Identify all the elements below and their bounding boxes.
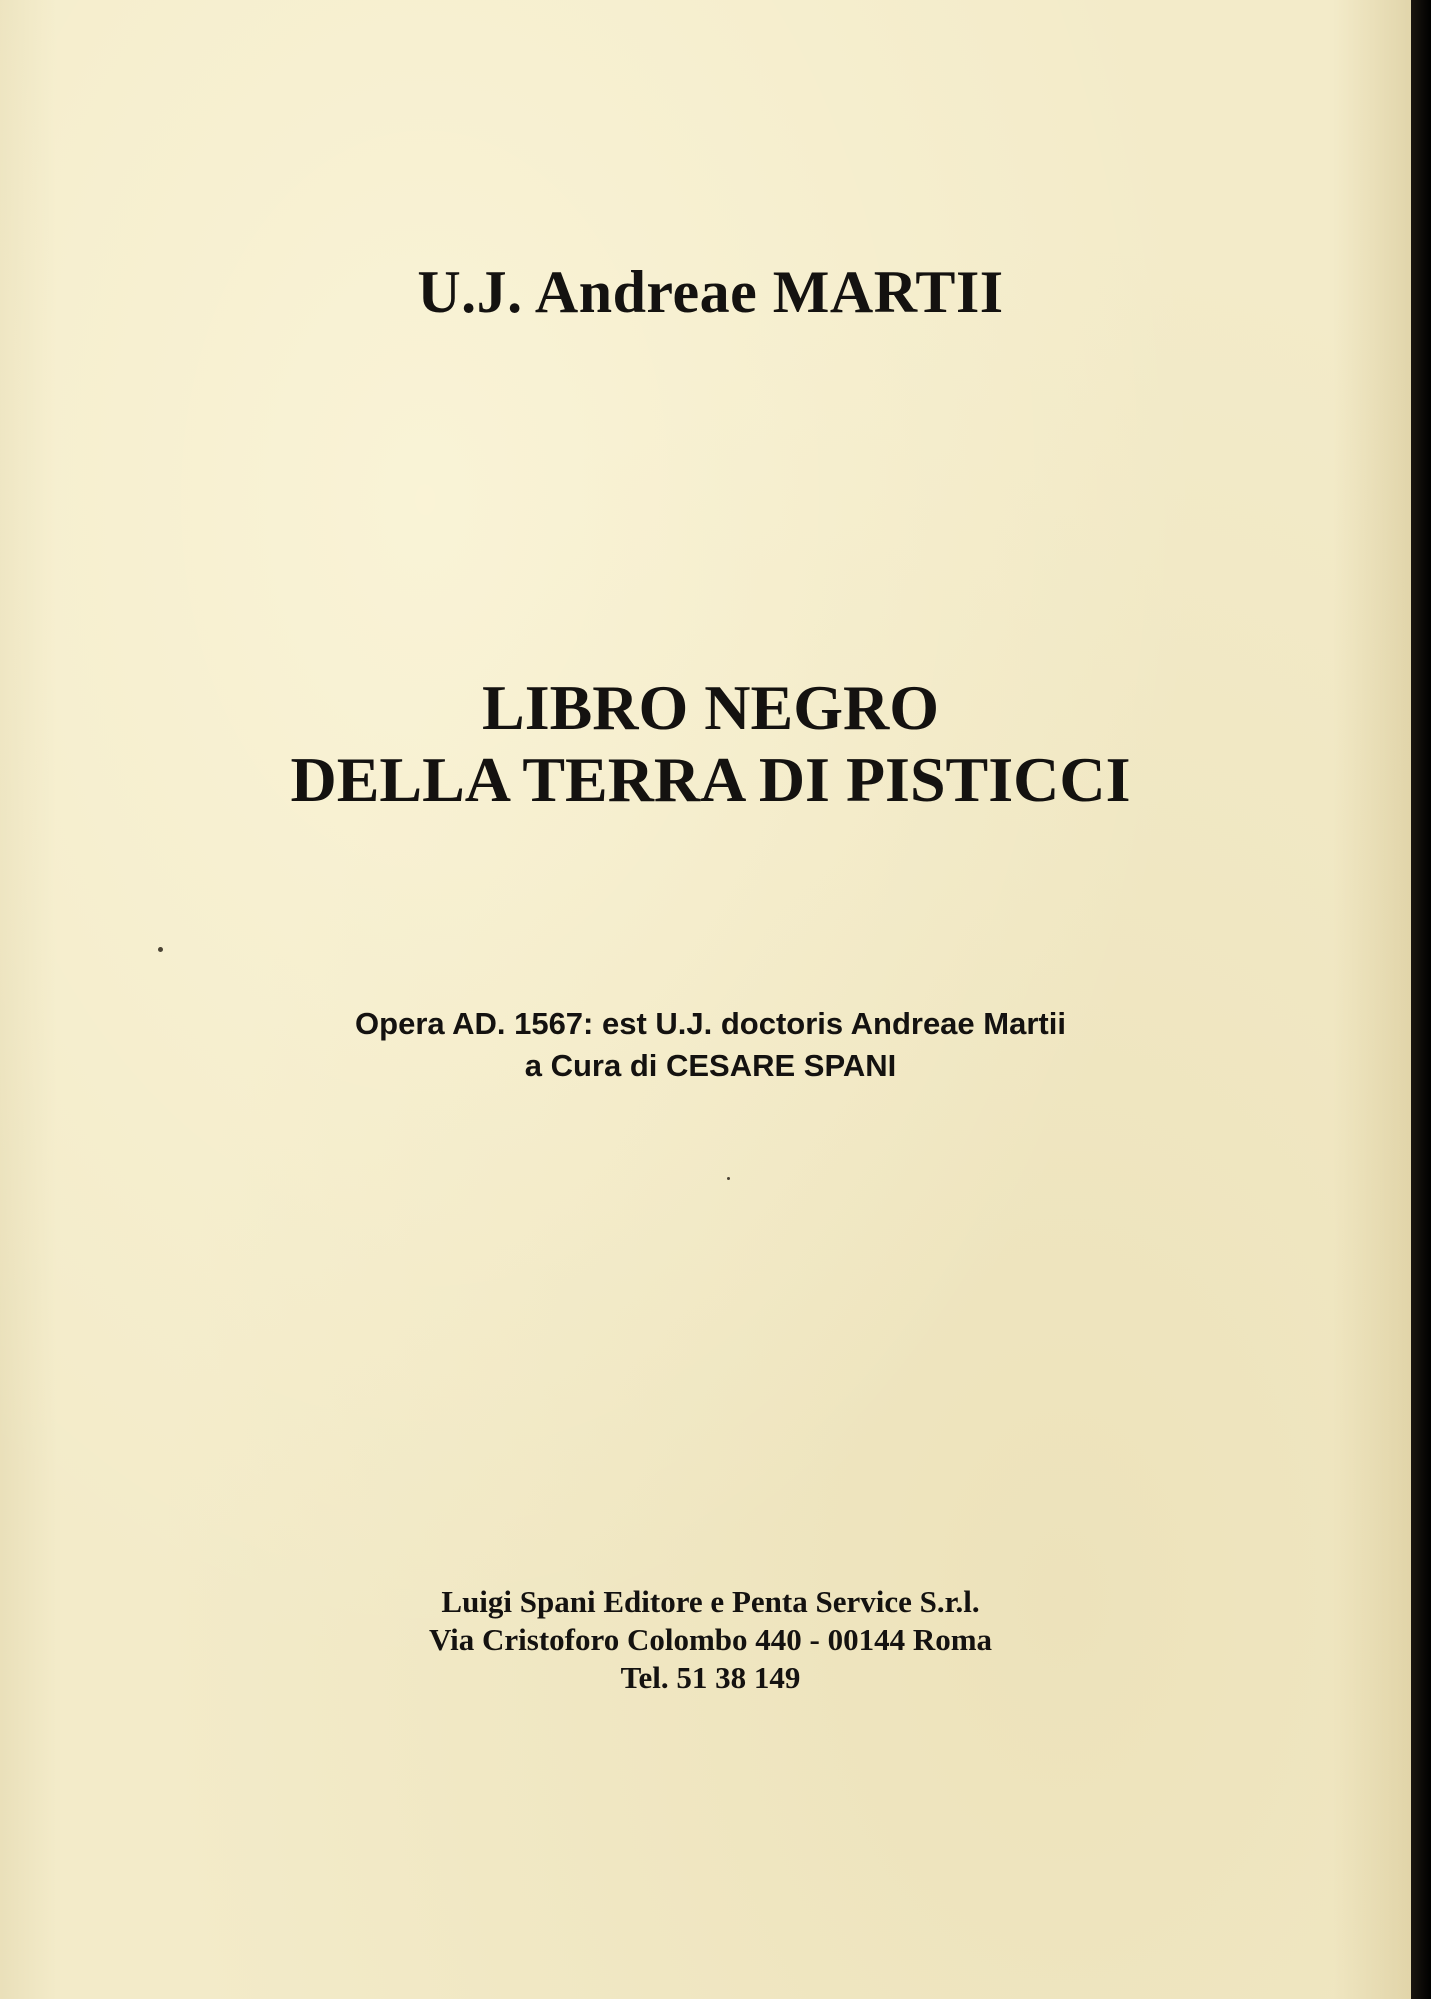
book-title: [0, 672, 1421, 816]
title-line-2: DELLA TERRA DI PISTICCI: [290, 744, 1131, 815]
paper-speck: [727, 1177, 730, 1180]
subtitle-line-1: Opera AD. 1567: est U.J. doctoris Andreae Martii: [355, 1006, 1066, 1041]
subtitle-line-2: a Cura di CESARE SPANI: [524, 1048, 897, 1083]
page-edge-shadow: [1411, 0, 1431, 1999]
publisher-name: Luigi Spani Editore e Penta Service S.r.l.: [441, 1584, 980, 1619]
title-line-1: LIBRO NEGRO: [482, 672, 939, 743]
book-subtitle: [0, 1003, 1421, 1087]
publisher-phone: Tel. 51 38 149: [620, 1660, 801, 1695]
publisher-address: Via Cristoforo Colombo 440 - 00144 Roma: [428, 1622, 993, 1657]
paper-speck: [158, 947, 163, 952]
author-name: U.J. Andreae MARTII: [417, 259, 1004, 325]
publisher-info: [0, 1583, 1421, 1697]
